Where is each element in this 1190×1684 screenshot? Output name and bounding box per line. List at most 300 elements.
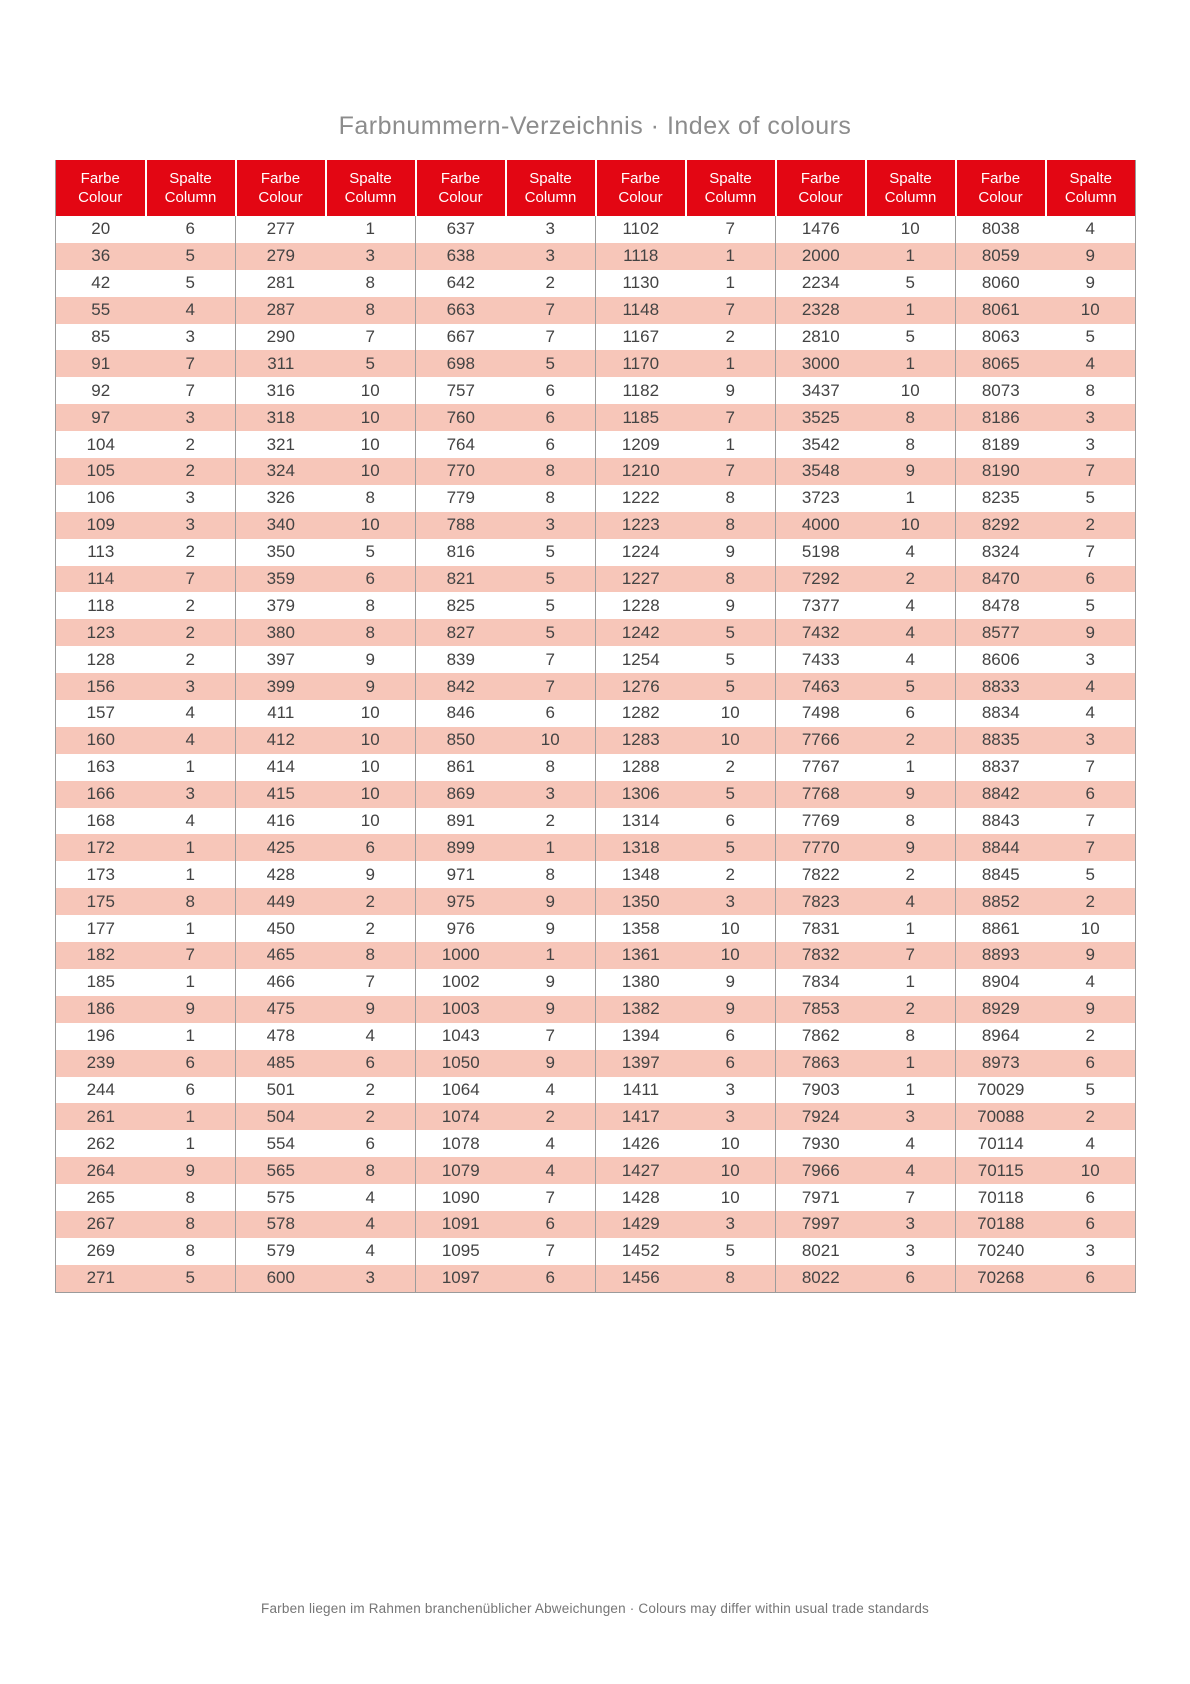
header-label-colour: Colour: [978, 189, 1023, 206]
column-number-cell: 2: [185, 595, 195, 615]
colour-number-cell: 1043: [416, 1023, 506, 1050]
colour-number-cell: 326: [236, 485, 326, 512]
colour-number-cell: 1452: [596, 1238, 686, 1265]
table-row: [56, 942, 1136, 969]
column-number-cell: 9: [506, 1050, 596, 1077]
colour-number-cell: 485: [236, 1050, 326, 1077]
colour-number-cell: 185: [86, 972, 115, 992]
colour-number-cell: 264: [56, 1157, 146, 1184]
column-number-cell: 5: [866, 673, 956, 700]
header-label-farbe: Farbe: [620, 169, 661, 187]
colour-number-cell: 1224: [596, 539, 686, 566]
column-number-cell: 2: [146, 619, 236, 646]
table-row: [56, 727, 1136, 754]
column-number-cell: 3: [686, 1211, 776, 1238]
table-row: [56, 1184, 1136, 1211]
colour-number-cell: 638: [416, 243, 506, 270]
column-number-cell: 5: [326, 350, 416, 377]
colour-number-cell: 85: [91, 327, 111, 346]
colour-number-cell: 324: [236, 458, 326, 485]
colour-number-cell: 70268: [956, 1265, 1046, 1292]
column-number-cell: 10: [1046, 1157, 1136, 1184]
column-number-cell: 10: [900, 380, 920, 400]
colour-number-cell: 1358: [596, 915, 686, 942]
column-number-cell: 3: [506, 781, 596, 808]
column-number-cell: 10: [360, 434, 380, 454]
column-number-cell: 4: [866, 1157, 956, 1184]
column-number-cell: 9: [1046, 996, 1136, 1023]
table-row: [56, 1157, 1136, 1184]
column-number-cell: 3: [866, 1211, 956, 1238]
column-number-cell: 4: [545, 1079, 555, 1099]
table-row: [56, 915, 1136, 942]
colour-number-cell: 290: [236, 324, 326, 351]
colour-number-cell: 449: [236, 888, 326, 915]
column-number-cell: 6: [1046, 566, 1136, 593]
table-row: [56, 1023, 1136, 1050]
column-number-cell: 9: [1046, 942, 1136, 969]
header-label-colour: Colour: [618, 189, 663, 206]
colour-number-cell: 8038: [956, 216, 1046, 243]
colour-number-cell: 92: [91, 380, 111, 400]
colour-number-cell: 157: [86, 703, 115, 723]
column-number-cell: 7: [686, 458, 776, 485]
column-number-cell: 2: [1046, 1103, 1136, 1130]
colour-number-cell: 175: [56, 888, 146, 915]
column-number-cell: 1: [866, 350, 956, 377]
colour-number-cell: 7498: [776, 700, 866, 727]
column-number-cell: 10: [360, 757, 380, 777]
colour-number-cell: 1003: [416, 996, 506, 1023]
column-number-cell: 2: [506, 1103, 596, 1130]
header-label-colour: Colour: [798, 189, 843, 206]
colour-number-cell: 8833: [956, 673, 1046, 700]
header-label-column: Column: [704, 189, 757, 206]
colour-number-cell: 3723: [776, 485, 866, 512]
colour-number-cell: 20: [91, 219, 111, 239]
colour-number-cell: 565: [236, 1157, 326, 1184]
colour-number-cell: 36: [56, 243, 146, 270]
colour-number-cell: 104: [86, 434, 115, 454]
header-label-column: Column: [164, 189, 217, 206]
column-number-cell: 6: [725, 1026, 735, 1046]
colour-number-cell: 281: [236, 270, 326, 297]
table-row: [56, 673, 1136, 700]
header-cell-spalte-column: [326, 160, 416, 216]
column-number-cell: 4: [905, 649, 915, 669]
column-number-cell: 9: [365, 864, 375, 884]
column-number-cell: 5: [686, 781, 776, 808]
column-number-cell: 4: [365, 1026, 375, 1046]
column-number-cell: 3: [1085, 649, 1095, 669]
colour-number-cell: 1361: [596, 942, 686, 969]
table-row: [56, 1050, 1136, 1077]
column-number-cell: 10: [686, 1157, 776, 1184]
colour-number-cell: 8478: [956, 592, 1046, 619]
colour-number-cell: 8470: [956, 566, 1046, 593]
table-row: [56, 1238, 1136, 1265]
colour-number-cell: 827: [416, 619, 506, 646]
colour-number-cell: 8186: [956, 404, 1046, 431]
column-number-cell: 8: [686, 1265, 776, 1292]
column-number-cell: 10: [326, 458, 416, 485]
column-number-cell: 8: [905, 1026, 915, 1046]
column-number-cell: 2: [866, 996, 956, 1023]
colour-number-cell: 975: [416, 888, 506, 915]
header-cell-farbe-colour: [56, 160, 146, 216]
table-row: [56, 1211, 1136, 1238]
colour-number-cell: 8606: [956, 646, 1046, 673]
colour-number-cell: 173: [86, 864, 115, 884]
column-number-cell: 7: [506, 673, 596, 700]
colour-number-cell: 1130: [596, 270, 686, 297]
colour-number-cell: 359: [236, 566, 326, 593]
colour-number-cell: 412: [236, 727, 326, 754]
colour-number-cell: 8063: [956, 324, 1046, 351]
colour-number-cell: 8061: [956, 297, 1046, 324]
column-number-cell: 7: [185, 380, 195, 400]
column-number-cell: 2: [326, 888, 416, 915]
colour-number-cell: 450: [236, 915, 326, 942]
colour-number-cell: 70240: [956, 1238, 1046, 1265]
column-number-cell: 3: [146, 404, 236, 431]
colour-number-cell: 114: [56, 566, 146, 593]
colour-number-cell: 554: [236, 1130, 326, 1157]
colour-number-cell: 1222: [596, 485, 686, 512]
page-title: Farbnummern-Verzeichnis · Index of colours: [338, 112, 852, 140]
column-number-cell: 8: [146, 1211, 236, 1238]
colour-number-cell: 760: [416, 404, 506, 431]
column-number-cell: 1: [905, 972, 915, 992]
colour-number-cell: 269: [86, 1241, 115, 1261]
colour-number-cell: 8834: [956, 700, 1046, 727]
colour-number-cell: 850: [416, 727, 506, 754]
column-number-cell: 8: [185, 1241, 195, 1261]
colour-number-cell: 698: [416, 350, 506, 377]
column-number-cell: 8: [365, 273, 375, 293]
column-number-cell: 6: [365, 1133, 375, 1153]
colour-number-cell: 7377: [776, 592, 866, 619]
colour-number-cell: 265: [86, 1187, 115, 1207]
header-label-farbe: Farbe: [440, 169, 481, 187]
colour-number-cell: 1185: [596, 404, 686, 431]
table-row: [56, 646, 1136, 673]
column-number-cell: 3: [545, 219, 555, 239]
colour-number-cell: 7767: [776, 754, 866, 781]
column-number-cell: 7: [545, 1241, 555, 1261]
colour-number-cell: 1210: [596, 458, 686, 485]
colour-number-cell: 1074: [416, 1103, 506, 1130]
colour-number-cell: 475: [236, 996, 326, 1023]
colour-number-cell: 1090: [416, 1184, 506, 1211]
column-number-cell: 6: [506, 404, 596, 431]
colour-number-cell: 1102: [596, 216, 686, 243]
column-number-cell: 4: [365, 1187, 375, 1207]
colour-number-cell: 2000: [776, 243, 866, 270]
column-number-cell: 1: [185, 1133, 195, 1153]
column-number-cell: 7: [365, 327, 375, 346]
column-number-cell: 1: [146, 834, 236, 861]
colour-number-cell: 3000: [776, 350, 866, 377]
colour-number-cell: 869: [416, 781, 506, 808]
colour-number-cell: 1097: [416, 1265, 506, 1292]
header-cell-farbe-colour: [956, 160, 1046, 216]
column-number-cell: 6: [1046, 781, 1136, 808]
column-number-cell: 8: [146, 888, 236, 915]
colour-number-cell: 239: [56, 1050, 146, 1077]
colour-number-cell: 379: [236, 592, 326, 619]
column-number-cell: 1: [905, 757, 915, 777]
colour-number-cell: 7432: [776, 619, 866, 646]
column-number-cell: 5: [905, 273, 915, 293]
colour-number-cell: 8324: [956, 539, 1046, 566]
colour-number-cell: 637: [416, 216, 506, 243]
column-number-cell: 4: [905, 1133, 915, 1153]
colour-number-cell: 1091: [416, 1211, 506, 1238]
column-number-cell: 2: [866, 566, 956, 593]
colour-number-cell: 2234: [776, 270, 866, 297]
column-number-cell: 5: [686, 673, 776, 700]
colour-number-cell: 177: [86, 918, 115, 938]
header-cell-spalte-column: [146, 160, 236, 216]
colour-number-cell: 764: [416, 431, 506, 458]
colour-number-cell: 321: [236, 431, 326, 458]
column-number-cell: 2: [185, 649, 195, 669]
table-row: [56, 888, 1136, 915]
column-number-cell: 4: [905, 595, 915, 615]
colour-number-cell: 3525: [776, 404, 866, 431]
column-number-cell: 7: [725, 219, 735, 239]
colour-number-cell: 311: [236, 350, 326, 377]
colour-number-cell: 2810: [776, 324, 866, 351]
header-label-colour: Colour: [258, 189, 303, 206]
table-header: [56, 160, 1136, 216]
column-number-cell: 10: [1046, 297, 1136, 324]
colour-number-cell: 7831: [776, 915, 866, 942]
column-number-cell: 8: [506, 458, 596, 485]
colour-number-cell: 1456: [596, 1265, 686, 1292]
column-number-cell: 3: [146, 512, 236, 539]
colour-number-cell: 55: [56, 297, 146, 324]
column-number-cell: 1: [866, 243, 956, 270]
table-row: [56, 996, 1136, 1023]
column-number-cell: 10: [360, 703, 380, 723]
column-number-cell: 2: [725, 864, 735, 884]
column-number-cell: 4: [1085, 1133, 1095, 1153]
column-number-cell: 7: [146, 350, 236, 377]
column-number-cell: 6: [185, 1079, 195, 1099]
column-number-cell: 4: [326, 1211, 416, 1238]
colour-number-cell: 1380: [596, 969, 686, 996]
footer-note: Farben liegen im Rahmen branchenüblicher Abweichungen · Colours may differ within usual trade standards: [261, 1601, 929, 1616]
column-number-cell: 4: [185, 811, 195, 831]
header-label-column: Column: [1064, 189, 1117, 206]
column-number-cell: 6: [326, 1050, 416, 1077]
colour-number-cell: 156: [56, 673, 146, 700]
colour-number-cell: 4000: [776, 512, 866, 539]
column-number-cell: 9: [146, 996, 236, 1023]
column-number-cell: 5: [905, 327, 915, 346]
colour-number-cell: 1242: [596, 619, 686, 646]
column-number-cell: 7: [866, 942, 956, 969]
column-number-cell: 4: [1085, 219, 1095, 239]
column-number-cell: 5: [506, 619, 596, 646]
colour-number-cell: 350: [236, 539, 326, 566]
column-number-cell: 10: [326, 727, 416, 754]
column-number-cell: 9: [866, 834, 956, 861]
column-number-cell: 6: [146, 1050, 236, 1077]
colour-number-cell: 168: [86, 811, 115, 831]
column-number-cell: 8: [545, 757, 555, 777]
colour-number-cell: 277: [236, 216, 326, 243]
header-cell-farbe-colour: [416, 160, 506, 216]
colour-number-cell: 1411: [596, 1077, 686, 1104]
colour-number-cell: 3548: [776, 458, 866, 485]
colour-number-cell: 7862: [776, 1023, 866, 1050]
table-row: [56, 377, 1136, 404]
colour-number-cell: 1002: [416, 969, 506, 996]
colour-number-cell: 788: [416, 512, 506, 539]
column-number-cell: 5: [545, 542, 555, 562]
column-number-cell: 9: [1085, 273, 1095, 293]
column-number-cell: 8: [326, 942, 416, 969]
column-number-cell: 5: [1085, 595, 1095, 615]
column-number-cell: 7: [686, 297, 776, 324]
column-number-cell: 3: [1046, 727, 1136, 754]
column-number-cell: 10: [326, 781, 416, 808]
column-number-cell: 8: [365, 488, 375, 508]
colour-number-cell: 642: [416, 270, 506, 297]
colour-number-cell: 1426: [596, 1130, 686, 1157]
column-number-cell: 10: [720, 703, 740, 723]
column-number-cell: 1: [365, 219, 375, 239]
column-number-cell: 7: [545, 649, 555, 669]
colour-number-cell: 172: [56, 834, 146, 861]
column-number-cell: 4: [1046, 673, 1136, 700]
colour-number-cell: 416: [236, 808, 326, 835]
column-number-cell: 6: [905, 703, 915, 723]
colour-number-cell: 1306: [596, 781, 686, 808]
column-number-cell: 6: [506, 1265, 596, 1292]
colour-number-cell: 1288: [596, 754, 686, 781]
table-row: [56, 1130, 1136, 1157]
column-number-cell: 4: [146, 297, 236, 324]
colour-number-cell: 267: [56, 1211, 146, 1238]
colour-number-cell: 7292: [776, 566, 866, 593]
colour-number-cell: 7834: [776, 969, 866, 996]
colour-number-cell: 1170: [596, 350, 686, 377]
colour-number-cell: 7863: [776, 1050, 866, 1077]
colour-number-cell: 414: [236, 754, 326, 781]
colour-index-table: [55, 160, 1136, 1293]
column-number-cell: 6: [326, 566, 416, 593]
table-row: [56, 834, 1136, 861]
colour-number-cell: 7997: [776, 1211, 866, 1238]
column-number-cell: 6: [326, 834, 416, 861]
colour-number-cell: 757: [416, 377, 506, 404]
table-row: [56, 270, 1136, 297]
colour-number-cell: 1348: [596, 861, 686, 888]
colour-number-cell: 1078: [416, 1130, 506, 1157]
column-number-cell: 3: [866, 1103, 956, 1130]
column-number-cell: 1: [506, 942, 596, 969]
column-number-cell: 1: [185, 757, 195, 777]
column-number-cell: 9: [365, 649, 375, 669]
column-number-cell: 5: [545, 595, 555, 615]
colour-number-cell: 428: [236, 861, 326, 888]
column-number-cell: 9: [1046, 619, 1136, 646]
column-number-cell: 10: [900, 219, 920, 239]
colour-number-cell: 1148: [596, 297, 686, 324]
column-number-cell: 9: [1046, 243, 1136, 270]
column-number-cell: 8: [725, 488, 735, 508]
column-number-cell: 2: [905, 864, 915, 884]
colour-number-cell: 1314: [596, 808, 686, 835]
colour-number-cell: 7823: [776, 888, 866, 915]
colour-number-cell: 1228: [596, 592, 686, 619]
column-number-cell: 7: [686, 404, 776, 431]
colour-number-cell: 1417: [596, 1103, 686, 1130]
column-number-cell: 6: [1046, 1265, 1136, 1292]
column-number-cell: 1: [725, 434, 735, 454]
table-row: [56, 566, 1136, 593]
column-number-cell: 4: [185, 703, 195, 723]
colour-number-cell: 579: [236, 1238, 326, 1265]
colour-number-cell: 779: [416, 485, 506, 512]
column-number-cell: 7: [146, 566, 236, 593]
colour-number-cell: 8065: [956, 350, 1046, 377]
header-label-farbe: Farbe: [80, 169, 120, 187]
colour-number-cell: 5198: [776, 539, 866, 566]
colour-number-cell: 891: [416, 808, 506, 835]
column-number-cell: 7: [1085, 757, 1095, 777]
column-number-cell: 6: [506, 1211, 596, 1238]
colour-number-cell: 128: [86, 649, 115, 669]
header-label-column: Column: [524, 189, 577, 206]
column-number-cell: 4: [365, 1241, 375, 1261]
colour-number-cell: 7769: [776, 808, 866, 835]
colour-number-cell: 1276: [596, 673, 686, 700]
column-number-cell: 1: [905, 918, 915, 938]
colour-number-cell: 1167: [596, 324, 686, 351]
column-number-cell: 10: [1080, 918, 1100, 938]
colour-number-cell: 7853: [776, 996, 866, 1023]
column-number-cell: 10: [720, 1133, 740, 1153]
colour-number-cell: 1429: [596, 1211, 686, 1238]
column-number-cell: 9: [866, 781, 956, 808]
colour-number-cell: 1318: [596, 834, 686, 861]
column-number-cell: 1: [506, 834, 596, 861]
column-number-cell: 9: [725, 972, 735, 992]
column-number-cell: 5: [686, 619, 776, 646]
colour-number-cell: 1227: [596, 566, 686, 593]
colour-number-cell: 415: [236, 781, 326, 808]
header-label-spalte: Spalte: [349, 169, 392, 187]
colour-number-cell: 244: [86, 1079, 115, 1099]
colour-number-cell: 1283: [596, 727, 686, 754]
colour-number-cell: 1118: [596, 243, 686, 270]
header-cell-spalte-column: [506, 160, 596, 216]
colour-number-cell: 8189: [956, 431, 1046, 458]
colour-number-cell: 1476: [776, 216, 866, 243]
column-number-cell: 2: [545, 811, 555, 831]
column-number-cell: 2: [365, 1079, 375, 1099]
column-number-cell: 2: [185, 434, 195, 454]
column-number-cell: 3: [725, 1079, 735, 1099]
colour-number-cell: 501: [236, 1077, 326, 1104]
colour-number-cell: 504: [236, 1103, 326, 1130]
colour-number-cell: 186: [56, 996, 146, 1023]
